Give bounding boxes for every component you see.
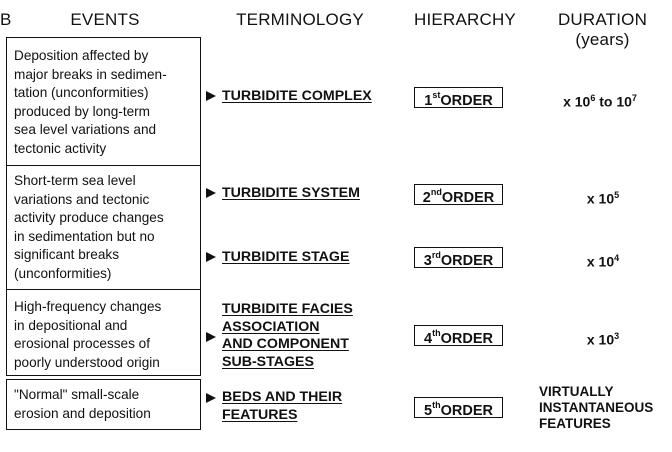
event-line: sea level variations and [14, 122, 157, 138]
event-line: major breaks in sedimen- [14, 66, 167, 82]
event-line: tation (unconformities) [14, 85, 149, 101]
event-line: in depositional and [14, 317, 128, 333]
order-label: ORDER [440, 92, 493, 109]
order-num: 4 [424, 330, 433, 347]
term-3 [222, 249, 349, 267]
order-box-1 [414, 87, 503, 108]
order-label: ORDER [441, 189, 495, 206]
event-line: Deposition affected by [14, 48, 149, 63]
term-line: TURBIDITE FACIES [222, 301, 353, 317]
hierarchy-header: HIERARCHY [414, 10, 516, 29]
duration-line: FEATURES [539, 416, 611, 431]
duration-4 [563, 328, 643, 349]
duration-exp: 3 [614, 331, 620, 341]
order-sup: rd [431, 250, 441, 260]
term-line: FEATURES [222, 406, 298, 423]
term-line: AND COMPONENT [222, 336, 349, 352]
terminology-header: TERMINOLOGY [236, 10, 364, 29]
order-box-4 [414, 325, 503, 346]
duration-exp: 4 [614, 253, 620, 263]
order-num: 5 [424, 402, 433, 419]
term-line: BEDS AND THEIR [222, 389, 343, 405]
duration-unit: (years) [575, 30, 630, 49]
event-line: activity produce changes [14, 210, 164, 226]
order-label: ORDER [440, 402, 493, 419]
term-line: ASSOCIATION [222, 318, 320, 335]
event-line: in sedimentation but no [14, 228, 155, 244]
event-text-1 [14, 47, 202, 159]
order-label: ORDER [440, 330, 493, 347]
term-2 [222, 185, 360, 203]
event-line: erosion and deposition [14, 405, 151, 421]
arrow-icon [206, 252, 216, 262]
event-line: tectonic activity [14, 140, 107, 156]
cropped-label: B [0, 10, 12, 29]
event-line: produced by long-term [14, 103, 151, 119]
event-text-3 [14, 298, 202, 372]
order-sup: st [432, 90, 441, 100]
order-num: 3 [423, 252, 432, 269]
event-line: (unconformities) [14, 265, 112, 281]
duration-exp: 5 [614, 190, 620, 200]
term-line: TURBIDITE STAGE [222, 249, 350, 265]
order-sup: th [432, 328, 441, 338]
duration-header: DURATION [557, 10, 648, 29]
order-num: 1 [424, 92, 433, 109]
order-sup: th [432, 400, 441, 410]
duration-base: x 10 [586, 331, 615, 348]
duration-base: x 10 [563, 93, 591, 110]
order-box-5 [414, 397, 503, 418]
event-line: High-frequency changes [14, 299, 162, 314]
order-num: 2 [422, 189, 431, 206]
duration-2 [563, 187, 643, 208]
order-box-2 [414, 184, 503, 205]
duration-1 [550, 90, 650, 111]
events-header: EVENTS [70, 10, 140, 29]
event-line: variations and tectonic [14, 191, 150, 207]
order-box-3 [414, 247, 503, 268]
event-text-2 [14, 172, 202, 284]
term-4 [222, 301, 353, 371]
duration-5 [539, 384, 653, 432]
event-line: Short-term sea level [14, 173, 136, 188]
term-line: TURBIDITE COMPLEX [222, 88, 372, 104]
duration-mid: to 10 [595, 93, 632, 110]
duration-base: x 10 [586, 253, 615, 270]
event-line: poorly understood origin [14, 354, 160, 370]
arrow-icon [206, 332, 216, 342]
duration-3 [563, 250, 643, 271]
duration-base: x 10 [586, 190, 615, 207]
event-line: erosional processes of [14, 336, 151, 352]
arrow-icon [206, 393, 216, 403]
term-1 [222, 88, 372, 106]
order-label: ORDER [440, 252, 494, 269]
duration-exp: 6 [590, 93, 596, 103]
event-line: "Normal" small-scale [14, 387, 140, 402]
term-5 [222, 389, 342, 424]
event-text-4 [14, 386, 202, 423]
duration-exp: 7 [631, 93, 637, 103]
term-line: TURBIDITE SYSTEM [222, 185, 360, 201]
arrow-icon [206, 188, 216, 198]
duration-line: INSTANTANEOUS [539, 400, 654, 415]
duration-line: VIRTUALLY [539, 384, 614, 399]
arrow-icon [206, 91, 216, 101]
order-sup: nd [430, 187, 442, 197]
term-line: SUB-STAGES [222, 353, 314, 370]
event-line: significant breaks [14, 247, 120, 263]
